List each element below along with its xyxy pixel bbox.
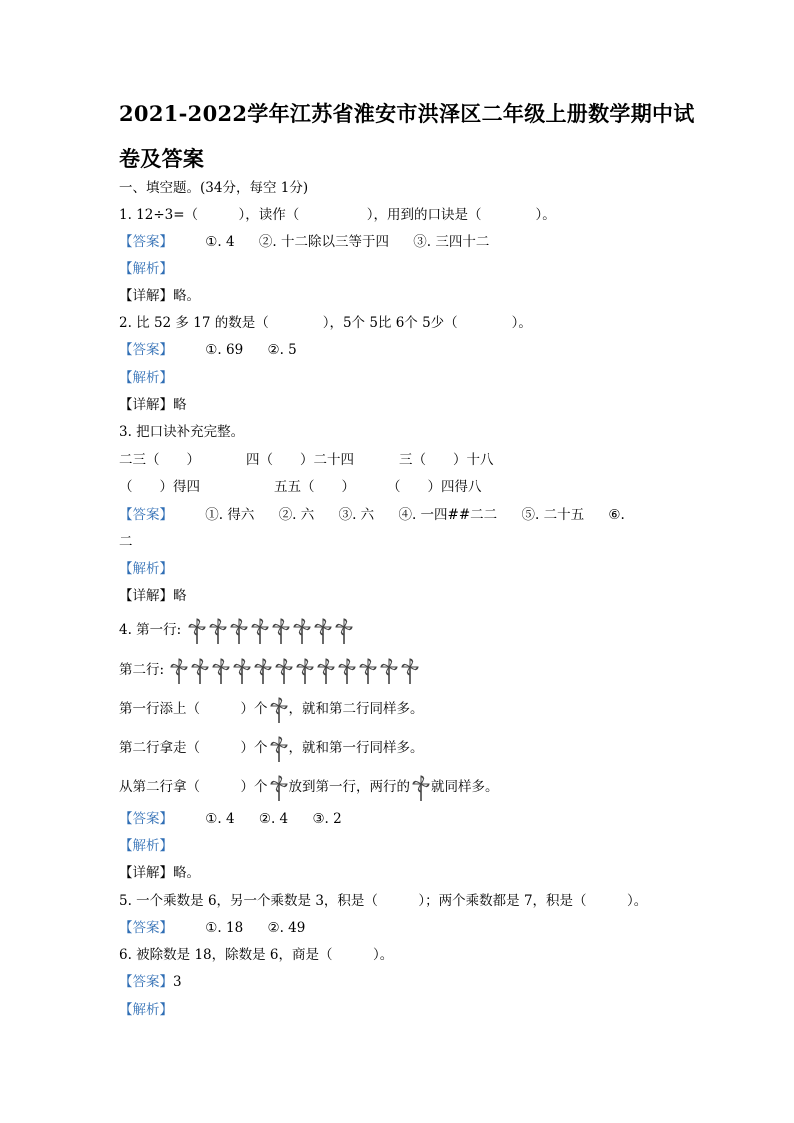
sentence-text: 从第二行拿（ ）个 (119, 779, 268, 795)
question-4-sentence-1 (119, 693, 424, 725)
sentence-text: 放到第一行，两行的 (288, 779, 410, 795)
question-6: 6. 被除数是 18，除数是 6，商是（ ）。 (119, 947, 394, 963)
sentence-text: ，就和第二行同样多。 (288, 701, 424, 717)
sentence-text: 第二行拿走（ ）个 (119, 740, 268, 756)
answer-item: ②. 5 (267, 342, 297, 358)
answer-item: ②. 六 (278, 507, 315, 523)
pinwheel-icon (268, 696, 290, 724)
detail-line: 【详解】略 (119, 397, 187, 413)
pinwheel-icon (252, 657, 274, 685)
answer-item: ①. 18 (205, 920, 244, 936)
analysis-tag: 【解析】 (119, 370, 173, 386)
answer-tag: 【答案】 (119, 974, 173, 990)
pinwheel-icon (231, 657, 253, 685)
mnemonic-cell: 五五（ ） (274, 479, 355, 495)
answer-item: ⑤. 二十五 (521, 507, 585, 523)
question-2: 2. 比 52 多 17 的数是（ ），5个 5比 6个 5少（ ）。 (119, 315, 532, 331)
answer-item: ③. 2 (312, 811, 342, 827)
mnemonic-cell: （ ）四得八 (387, 479, 482, 495)
answer-item: ④. 一四##二二 (398, 507, 498, 523)
pinwheel-icon (273, 657, 295, 685)
pinwheel-icon (270, 617, 292, 645)
document-title-line1: 2021-2022学年江苏省淮安市洪泽区二年级上册数学期中试 (119, 101, 695, 126)
pinwheel-icon (268, 735, 290, 763)
mnemonic-cell: （ ）得四 (119, 479, 200, 495)
answer-row-6 (119, 973, 182, 991)
pinwheel-icon (410, 774, 432, 802)
pinwheel-icon (249, 617, 271, 645)
pinwheel-icon (210, 657, 232, 685)
answer-item: ②. 49 (267, 920, 306, 936)
answer-tag: 【答案】 (119, 811, 173, 827)
pinwheel-icon (336, 657, 358, 685)
answer-row-3 (119, 506, 645, 524)
question-5: 5. 一个乘数是 6，另一个乘数是 3，积是（ ）；两个乘数都是 7，积是（ ）。 (119, 893, 648, 909)
answer-row-4 (119, 810, 362, 828)
sentence-text: ，就和第一行同样多。 (288, 740, 424, 756)
mnemonic-row-2 (119, 478, 719, 496)
detail-line: 【详解】略。 (119, 288, 200, 304)
answer-row-5 (119, 919, 325, 937)
question-4-sentence-3 (119, 771, 499, 803)
pinwheel-icon (168, 657, 190, 685)
row2-label: 第二行: (119, 662, 165, 678)
analysis-tag: 【解析】 (119, 261, 173, 277)
analysis-tag: 【解析】 (119, 838, 173, 854)
answer-item: ③. 三四十二 (413, 234, 490, 250)
pinwheel-icon (291, 617, 313, 645)
answer-item: ⑥. (608, 507, 625, 523)
pinwheel-icon (378, 657, 400, 685)
detail-line: 【详解】略 (119, 588, 187, 604)
pinwheel-icon (333, 617, 355, 645)
answer-row-2 (119, 341, 317, 359)
analysis-tag: 【解析】 (119, 1002, 173, 1018)
question-4-row2 (119, 654, 420, 686)
answer-item: ①. 4 (205, 234, 235, 250)
section-heading: 一、填空题。(34分，每空 1分) (119, 180, 309, 196)
answer-tag: 【答案】 (119, 342, 173, 358)
pinwheel-icon (357, 657, 379, 685)
pinwheel-icon (189, 657, 211, 685)
sentence-text: 就同样多。 (431, 779, 499, 795)
question-1: 1. 12÷3=（ ），读作（ ），用到的口诀是（ ）。 (119, 207, 556, 223)
mnemonic-cell: 二三（ ） (119, 452, 200, 468)
mnemonic-cell: 四（ ）二十四 (246, 452, 354, 468)
row1-label: 4. 第一行: (119, 622, 182, 638)
mnemonic-row-1 (119, 451, 719, 469)
answer-item: ②. 4 (258, 811, 289, 827)
pinwheel-icon (315, 657, 337, 685)
answer-row-1 (119, 233, 509, 251)
question-3: 3. 把口诀补充完整。 (119, 424, 245, 440)
sentence-text: 第一行添上（ ）个 (119, 701, 268, 717)
answer-item: ①. 69 (205, 342, 244, 358)
pinwheel-row-1 (186, 617, 354, 645)
pinwheel-icon (268, 774, 290, 802)
answer-item: ①. 4 (205, 811, 235, 827)
pinwheel-icon (294, 657, 316, 685)
pinwheel-icon (228, 617, 250, 645)
detail-line: 【详解】略。 (119, 865, 200, 881)
answer-item: ②. 十二除以三等于四 (258, 234, 389, 250)
pinwheel-icon (207, 617, 229, 645)
question-4-row1 (119, 614, 354, 646)
pinwheel-row-2 (168, 657, 420, 685)
pinwheel-icon (312, 617, 334, 645)
document-title-line2: 卷及答案 (119, 146, 205, 171)
answer-wrap: 二 (119, 534, 133, 550)
pinwheel-icon (186, 617, 208, 645)
answer-tag: 【答案】 (119, 920, 173, 936)
answer-tag: 【答案】 (119, 507, 173, 523)
analysis-tag: 【解析】 (119, 561, 173, 577)
pinwheel-icon (399, 657, 421, 685)
answer-item: ①. 得六 (205, 507, 255, 523)
mnemonic-cell: 三（ ）十八 (399, 452, 494, 468)
answer-tag: 【答案】 (119, 234, 173, 250)
question-4-sentence-2 (119, 732, 424, 764)
answer-item: ③. 六 (338, 507, 375, 523)
answer-item: 3 (173, 974, 182, 990)
